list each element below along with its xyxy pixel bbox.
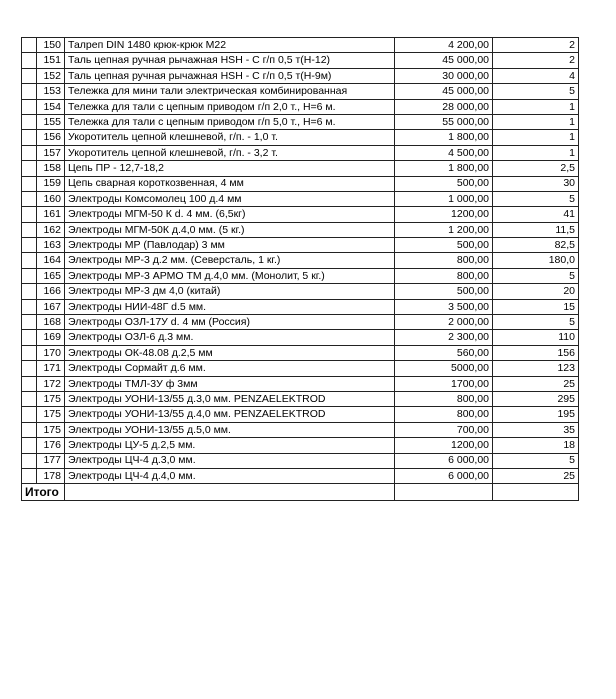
row-margin-cell: [22, 453, 37, 468]
table-row: [22, 222, 579, 237]
table-row: [22, 238, 579, 253]
item-name: Электроды ОЗЛ-6 д.3 мм.: [65, 330, 395, 345]
item-name: Электроды ЦЧ-4 д.4,0 мм.: [65, 468, 395, 483]
item-price: 1200,00: [395, 438, 493, 453]
item-name: Тележка для тали с цепным приводом г/п 2,0 т., Н=6 м.: [65, 99, 395, 114]
item-quantity: 5: [493, 84, 579, 99]
row-margin-cell: [22, 315, 37, 330]
item-quantity: 82,5: [493, 238, 579, 253]
row-number: 154: [37, 99, 65, 114]
item-name: Укоротитель цепной клешневой, г/п. - 3,2 т.: [65, 145, 395, 160]
table-row: [22, 438, 579, 453]
row-margin-cell: [22, 114, 37, 129]
item-name: Таль цепная ручная рычажная HSH - C г/п 0,5 т(Н-12): [65, 53, 395, 68]
total-row: [22, 484, 579, 501]
goods-table-body: [22, 38, 579, 484]
table-row: [22, 53, 579, 68]
item-quantity: 15: [493, 299, 579, 314]
row-number: 156: [37, 130, 65, 145]
row-number: 158: [37, 161, 65, 176]
item-price: 800,00: [395, 253, 493, 268]
item-quantity: 5: [493, 191, 579, 206]
row-margin-cell: [22, 299, 37, 314]
total-label: Итого: [22, 484, 65, 501]
table-row: [22, 99, 579, 114]
table-row: [22, 68, 579, 83]
row-margin-cell: [22, 284, 37, 299]
item-name: Электроды Сормайт д.6 мм.: [65, 361, 395, 376]
row-number: 157: [37, 145, 65, 160]
row-margin-cell: [22, 391, 37, 406]
item-quantity: 1: [493, 145, 579, 160]
item-name: Электроды УОНИ-13/55 д.5,0 мм.: [65, 422, 395, 437]
total-name-cell: [65, 484, 395, 501]
item-quantity: 20: [493, 284, 579, 299]
row-number: 162: [37, 222, 65, 237]
item-quantity: 180,0: [493, 253, 579, 268]
item-name: Электроды МР-3 АРМО ТМ д.4,0 мм. (Монолит, 5 кг.): [65, 268, 395, 283]
row-margin-cell: [22, 422, 37, 437]
item-quantity: 2: [493, 38, 579, 53]
table-row: [22, 207, 579, 222]
item-quantity: 5: [493, 453, 579, 468]
item-name: Талреп DIN 1480 крюк-крюк М22: [65, 38, 395, 53]
row-margin-cell: [22, 207, 37, 222]
row-margin-cell: [22, 468, 37, 483]
table-row: [22, 330, 579, 345]
item-price: 28 000,00: [395, 99, 493, 114]
item-quantity: 2,5: [493, 161, 579, 176]
row-number: 168: [37, 315, 65, 330]
item-price: 800,00: [395, 391, 493, 406]
item-price: 500,00: [395, 284, 493, 299]
item-quantity: 195: [493, 407, 579, 422]
item-quantity: 25: [493, 376, 579, 391]
table-row: [22, 376, 579, 391]
row-margin-cell: [22, 253, 37, 268]
item-price: 1 800,00: [395, 161, 493, 176]
row-number: 169: [37, 330, 65, 345]
item-quantity: 4: [493, 68, 579, 83]
item-price: 2 300,00: [395, 330, 493, 345]
item-quantity: 5: [493, 315, 579, 330]
table-row: [22, 299, 579, 314]
table-row: [22, 38, 579, 53]
item-price: 30 000,00: [395, 68, 493, 83]
row-margin-cell: [22, 438, 37, 453]
row-number: 175: [37, 422, 65, 437]
item-quantity: 41: [493, 207, 579, 222]
table-row: [22, 407, 579, 422]
item-name: Электроды МР (Павлодар) 3 мм: [65, 238, 395, 253]
item-price: 1 200,00: [395, 222, 493, 237]
item-price: 1 000,00: [395, 191, 493, 206]
table-row: [22, 114, 579, 129]
item-name: Электроды МГМ-50 К d. 4 мм. (6,5кг): [65, 207, 395, 222]
item-name: Электроды ЦЧ-4 д.3,0 мм.: [65, 453, 395, 468]
item-quantity: 295: [493, 391, 579, 406]
item-quantity: 35: [493, 422, 579, 437]
item-price: 1200,00: [395, 207, 493, 222]
item-price: 1 800,00: [395, 130, 493, 145]
row-margin-cell: [22, 191, 37, 206]
item-name: Таль цепная ручная рычажная HSH - C г/п 0,5 т(Н-9м): [65, 68, 395, 83]
item-name: Тележка для мини тали электрическая комбинированная: [65, 84, 395, 99]
row-number: 150: [37, 38, 65, 53]
table-row: [22, 453, 579, 468]
row-number: 167: [37, 299, 65, 314]
item-price: 4 500,00: [395, 145, 493, 160]
table-row: [22, 176, 579, 191]
table-row: [22, 391, 579, 406]
total-price-cell: [395, 484, 493, 501]
row-number: 177: [37, 453, 65, 468]
goods-table: [21, 37, 579, 501]
item-quantity: 25: [493, 468, 579, 483]
item-price: 500,00: [395, 238, 493, 253]
item-price: 6 000,00: [395, 468, 493, 483]
item-price: 560,00: [395, 345, 493, 360]
item-name: Цепь ПР - 12,7-18,2: [65, 161, 395, 176]
item-quantity: 1: [493, 114, 579, 129]
row-number: 176: [37, 438, 65, 453]
row-number: 170: [37, 345, 65, 360]
row-number: 172: [37, 376, 65, 391]
table-row: [22, 361, 579, 376]
row-number: 175: [37, 391, 65, 406]
row-margin-cell: [22, 145, 37, 160]
item-price: 700,00: [395, 422, 493, 437]
item-price: 45 000,00: [395, 84, 493, 99]
item-name: Электроды МР-3 дм 4,0 (китай): [65, 284, 395, 299]
row-margin-cell: [22, 53, 37, 68]
row-number: 153: [37, 84, 65, 99]
row-number: 160: [37, 191, 65, 206]
row-number: 166: [37, 284, 65, 299]
item-price: 5000,00: [395, 361, 493, 376]
row-margin-cell: [22, 407, 37, 422]
item-price: 2 000,00: [395, 315, 493, 330]
item-price: 500,00: [395, 176, 493, 191]
item-quantity: 123: [493, 361, 579, 376]
row-number: 178: [37, 468, 65, 483]
item-name: Электроды МР-3 д.2 мм. (Северсталь, 1 кг.): [65, 253, 395, 268]
row-number: 151: [37, 53, 65, 68]
row-number: 171: [37, 361, 65, 376]
table-row: [22, 468, 579, 483]
row-number: 164: [37, 253, 65, 268]
item-name: Электроды ОК-48.08 д.2,5 мм: [65, 345, 395, 360]
item-price: 800,00: [395, 407, 493, 422]
row-number: 155: [37, 114, 65, 129]
row-number: 165: [37, 268, 65, 283]
item-price: 1700,00: [395, 376, 493, 391]
item-name: Электроды ЦУ-5 д.2,5 мм.: [65, 438, 395, 453]
item-quantity: 156: [493, 345, 579, 360]
item-name: Электроды МГМ-50К д.4,0 мм. (5 кг.): [65, 222, 395, 237]
item-name: Тележка для тали с цепным приводом г/п 5,0 т., Н=6 м.: [65, 114, 395, 129]
row-number: 159: [37, 176, 65, 191]
total-qty-cell: [493, 484, 579, 501]
item-name: Электроды УОНИ-13/55 д.3,0 мм. PENZAELEKTROD: [65, 391, 395, 406]
item-quantity: 11,5: [493, 222, 579, 237]
item-name: Электроды Комсомолец 100 д.4 мм: [65, 191, 395, 206]
table-row: [22, 422, 579, 437]
row-margin-cell: [22, 161, 37, 176]
item-quantity: 1: [493, 130, 579, 145]
item-name: Электроды НИИ-48Г d.5 мм.: [65, 299, 395, 314]
table-row: [22, 268, 579, 283]
item-quantity: 110: [493, 330, 579, 345]
item-price: 45 000,00: [395, 53, 493, 68]
row-margin-cell: [22, 361, 37, 376]
item-price: 800,00: [395, 268, 493, 283]
row-margin-cell: [22, 222, 37, 237]
row-margin-cell: [22, 130, 37, 145]
item-quantity: 30: [493, 176, 579, 191]
item-quantity: 2: [493, 53, 579, 68]
row-margin-cell: [22, 376, 37, 391]
item-quantity: 18: [493, 438, 579, 453]
table-row: [22, 161, 579, 176]
row-margin-cell: [22, 238, 37, 253]
item-name: Цепь сварная короткозвенная, 4 мм: [65, 176, 395, 191]
row-number: 175: [37, 407, 65, 422]
row-margin-cell: [22, 84, 37, 99]
row-margin-cell: [22, 68, 37, 83]
row-margin-cell: [22, 38, 37, 53]
row-margin-cell: [22, 176, 37, 191]
row-margin-cell: [22, 330, 37, 345]
row-number: 152: [37, 68, 65, 83]
table-row: [22, 315, 579, 330]
item-name: Электроды УОНИ-13/55 д.4,0 мм. PENZAELEKTROD: [65, 407, 395, 422]
row-margin-cell: [22, 345, 37, 360]
item-quantity: 5: [493, 268, 579, 283]
item-price: 6 000,00: [395, 453, 493, 468]
row-number: 163: [37, 238, 65, 253]
table-row: [22, 253, 579, 268]
item-name: Электроды ОЗЛ-17У d. 4 мм (Россия): [65, 315, 395, 330]
item-price: 4 200,00: [395, 38, 493, 53]
row-margin-cell: [22, 268, 37, 283]
item-name: Укоротитель цепной клешневой, г/п. - 1,0 т.: [65, 130, 395, 145]
table-row: [22, 84, 579, 99]
table-row: [22, 191, 579, 206]
table-row: [22, 130, 579, 145]
item-price: 3 500,00: [395, 299, 493, 314]
row-number: 161: [37, 207, 65, 222]
table-row: [22, 145, 579, 160]
table-row: [22, 284, 579, 299]
item-name: Электроды ТМЛ-3У ф 3мм: [65, 376, 395, 391]
row-margin-cell: [22, 99, 37, 114]
item-price: 55 000,00: [395, 114, 493, 129]
table-row: [22, 345, 579, 360]
item-quantity: 1: [493, 99, 579, 114]
